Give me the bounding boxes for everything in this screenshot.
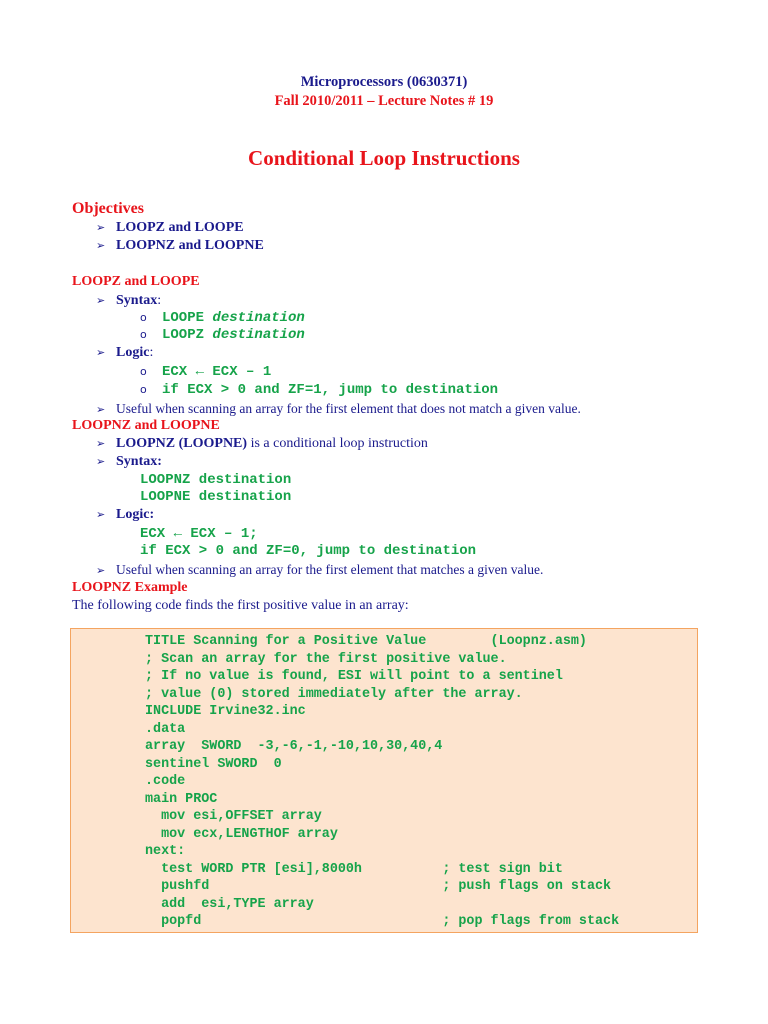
circle-bullet-icon: o <box>140 328 147 341</box>
arrow-bullet-icon: ➢ <box>96 437 106 450</box>
loopnz-useful-item: ➢ Useful when scanning an array for the first element that matches a given value. <box>96 562 544 577</box>
example-heading: LOOPNZ Example <box>72 580 188 595</box>
objectives-heading: Objectives <box>72 200 144 217</box>
code-line: TITLE Scanning for a Positive Value (Loopnz.asm) <box>145 634 587 649</box>
syntax-label: Syntax <box>116 293 158 308</box>
circle-bullet-icon: o <box>140 383 147 396</box>
arrow-bullet-icon: ➢ <box>96 239 106 252</box>
loopnz-syntax-line-2: LOOPNE destination <box>140 489 292 505</box>
loopnz-logic-line-1: ECX ← ECX – 1; <box>140 526 258 542</box>
loopnz-heading: LOOPNZ and LOOPNE <box>72 418 220 433</box>
loopz-logic-line-1: o ECX ← ECX – 1 <box>140 364 272 380</box>
code-line: sentinel SWORD 0 <box>145 757 282 772</box>
code-line: ; If no value is found, ESI will point to a sentinel <box>145 669 563 684</box>
code-line: ; Scan an array for the first positive value. <box>145 652 507 667</box>
loopz-useful-item: ➢ Useful when scanning an array for the first element that does not match a given value. <box>96 401 581 416</box>
code-line: add esi,TYPE array <box>145 897 314 912</box>
loopz-syntax-item: ➢ Syntax: <box>96 293 162 308</box>
code-line: popfd ; pop flags from stack <box>145 914 620 929</box>
arrow-bullet-icon: ➢ <box>96 346 106 359</box>
code-line: .data <box>145 722 186 737</box>
loopnz-syntax-item: ➢ Syntax: <box>96 454 162 469</box>
circle-bullet-icon: o <box>140 365 147 378</box>
loopnz-logic-item: ➢ Logic: <box>96 507 155 522</box>
loopz-logic-line-2: o if ECX > 0 and ZF=1, jump to destination <box>140 382 499 398</box>
loopnz-syntax-line-1: LOOPNZ destination <box>140 472 292 488</box>
code-line: INCLUDE Irvine32.inc <box>145 704 306 719</box>
arrow-bullet-icon: ➢ <box>96 294 106 307</box>
loopnz-intro-item: ➢ LOOPNZ (LOOPNE) is a conditional loop instruction <box>96 436 428 451</box>
arrow-bullet-icon: ➢ <box>96 221 106 234</box>
objective-label: LOOPZ and LOOPE <box>116 220 244 235</box>
code-line: .code <box>145 774 186 789</box>
objective-item-1 <box>96 220 244 236</box>
loopz-syntax-line-1: o LOOPE destination <box>140 310 305 326</box>
arrow-bullet-icon: ➢ <box>96 403 106 416</box>
code-line: array SWORD -3,-6,-1,-10,10,30,40,4 <box>145 739 443 754</box>
code-line: mov ecx,LENGTHOF array <box>145 827 338 842</box>
circle-bullet-icon: o <box>140 311 147 324</box>
objective-label: LOOPNZ and LOOPNE <box>116 238 264 253</box>
code-line: next: <box>145 844 186 859</box>
arrow-bullet-icon: ➢ <box>96 508 106 521</box>
code-line: test WORD PTR [esi],8000h ; test sign bit <box>145 862 563 877</box>
arrow-bullet-icon: ➢ <box>96 455 106 468</box>
code-line: ; value (0) stored immediately after the array. <box>145 687 523 702</box>
loopz-logic-item: ➢ Logic: <box>96 345 154 360</box>
code-line: mov esi,OFFSET array <box>145 809 322 824</box>
loopnz-logic-line-2: if ECX > 0 and ZF=0, jump to destination <box>140 543 477 559</box>
lecture-term: Fall 2010/2011 – Lecture Notes # 19 <box>274 93 494 109</box>
loopz-heading: LOOPZ and LOOPE <box>72 274 200 289</box>
example-description: The following code finds the first positive value in an array: <box>72 598 409 613</box>
logic-label: Logic <box>116 345 150 360</box>
code-line: pushfd ; push flags on stack <box>145 879 612 894</box>
loopz-syntax-line-2: o LOOPZ destination <box>140 327 305 343</box>
page-title: Conditional Loop Instructions <box>248 146 520 170</box>
arrow-bullet-icon: ➢ <box>96 564 106 577</box>
objective-item-2 <box>96 238 264 254</box>
course-title: Microprocessors (0630371) <box>300 74 468 90</box>
code-line: main PROC <box>145 792 218 807</box>
